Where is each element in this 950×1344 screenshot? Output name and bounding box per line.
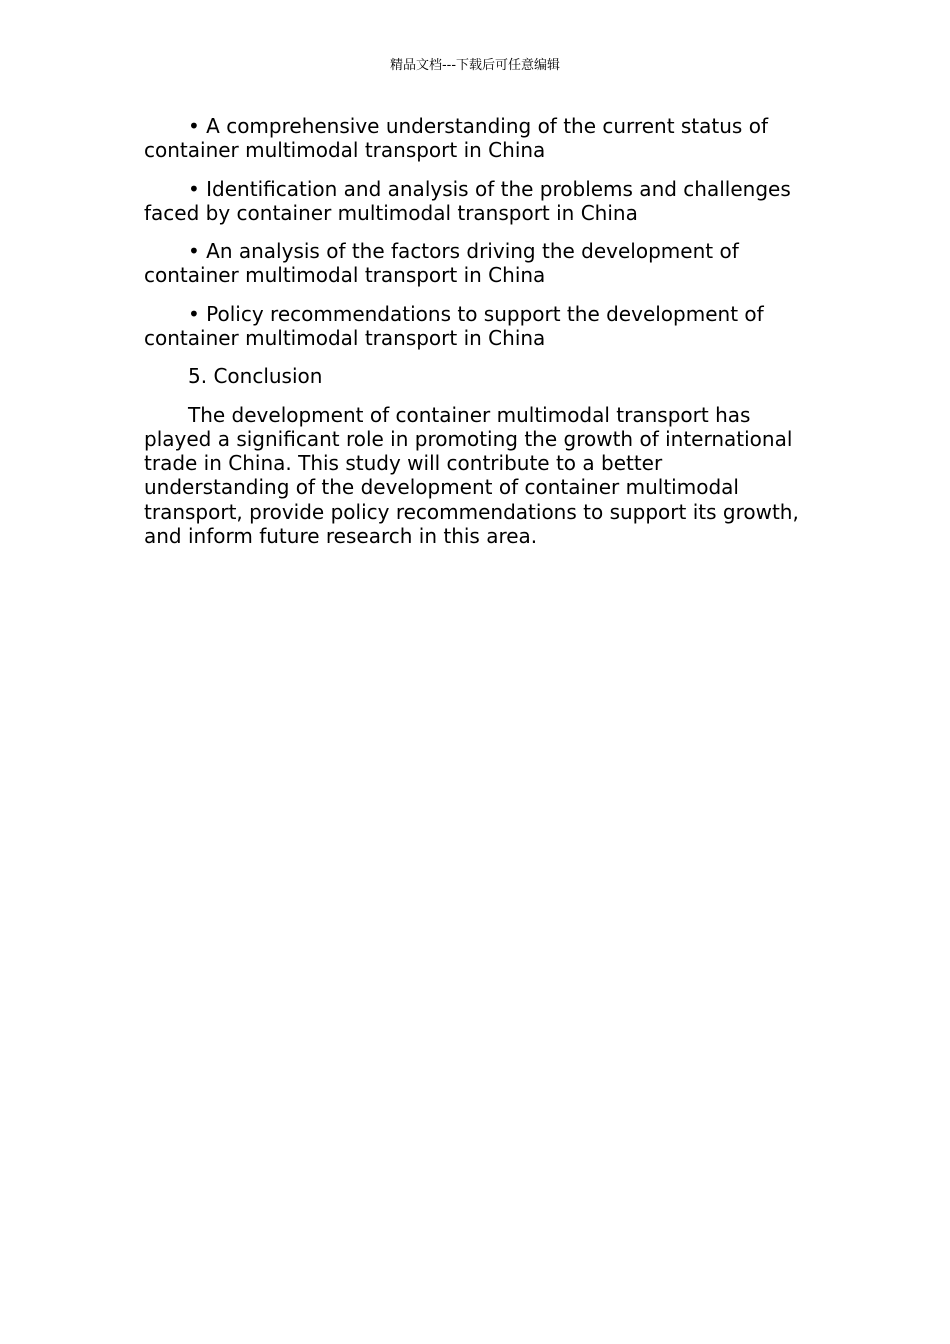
bullet-item: • Identification and analysis of the problems and challenges faced by container multimodal transport in China: [144, 176, 791, 225]
bullet-item: • A comprehensive understanding of the current status of container multimodal transport in China: [144, 114, 768, 163]
bullet-item: • Policy recommendations to support the development of container multimodal transport in China: [144, 301, 764, 350]
conclusion-paragraph: The development of container multimodal transport has played a significant role in promoting the growth of international trade in China. This study will contribute to a better understanding of the development of container multimodal transport, provide policy recommendations to support its growth, and inform future research in this area.: [144, 402, 799, 548]
section-heading: 5. Conclusion: [188, 364, 323, 389]
page-header: [0, 57, 950, 75]
bullet-item: • An analysis of the factors driving the development of container multimodal transport in China: [144, 239, 739, 288]
document-body: [144, 114, 804, 562]
header-text: 精品文档---下载后可任意编辑: [389, 58, 561, 73]
